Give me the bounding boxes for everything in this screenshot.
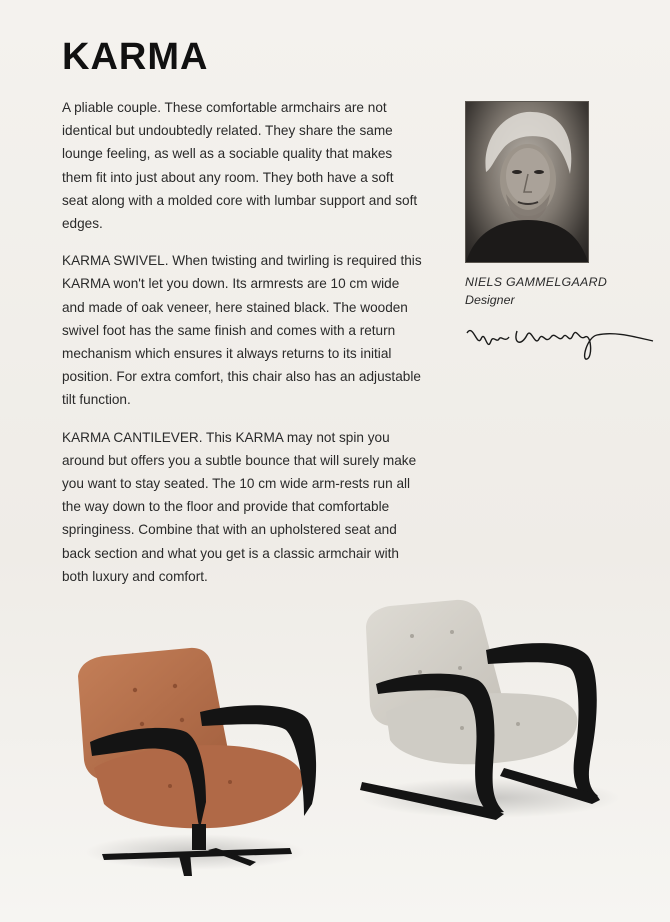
chairs-photo: [60, 590, 640, 900]
designer-signature: [465, 317, 655, 363]
designer-name: NIELS GAMMELGAARD: [465, 275, 608, 289]
designer-role: Designer: [465, 293, 515, 307]
cantilever-paragraph: KARMA CANTILEVER. This KARMA may not spin you around but offers you a subtle bounce that will surely make you want to stay seated. The 10 cm wide arm-rests run all the way down to the floor and provide that comfortable springiness. Combine that with an upholstered seat and back section and what you get is a classic armchair with both luxury and comfort.: [62, 429, 417, 584]
swivel-chair: [78, 648, 316, 876]
page-title: KARMA: [62, 36, 209, 78]
cantilever-chair: [360, 600, 620, 820]
product-description: [62, 96, 422, 602]
intro-paragraph: A pliable couple. These comfortable armchairs are not identical but undoubtedly related. They share the same lounge feeling, as well as a sociable quality that makes them fit into just about any room. They both have a soft seat along with a molded core with lumbar support and soft edges.: [62, 100, 418, 232]
designer-portrait: [465, 101, 589, 263]
designer-block: [465, 101, 655, 368]
swivel-paragraph: KARMA SWIVEL. When twisting and twirling is required this KARMA won't let you down. Its armrests are 10 cm wide and made of oak veneer, here stained black. The wooden swivel foot has the same finish and comes with a return mechanism which ensures it always returns to its initial position. For extra comfort, this chair also has an adjustable tilt function.: [62, 253, 422, 408]
